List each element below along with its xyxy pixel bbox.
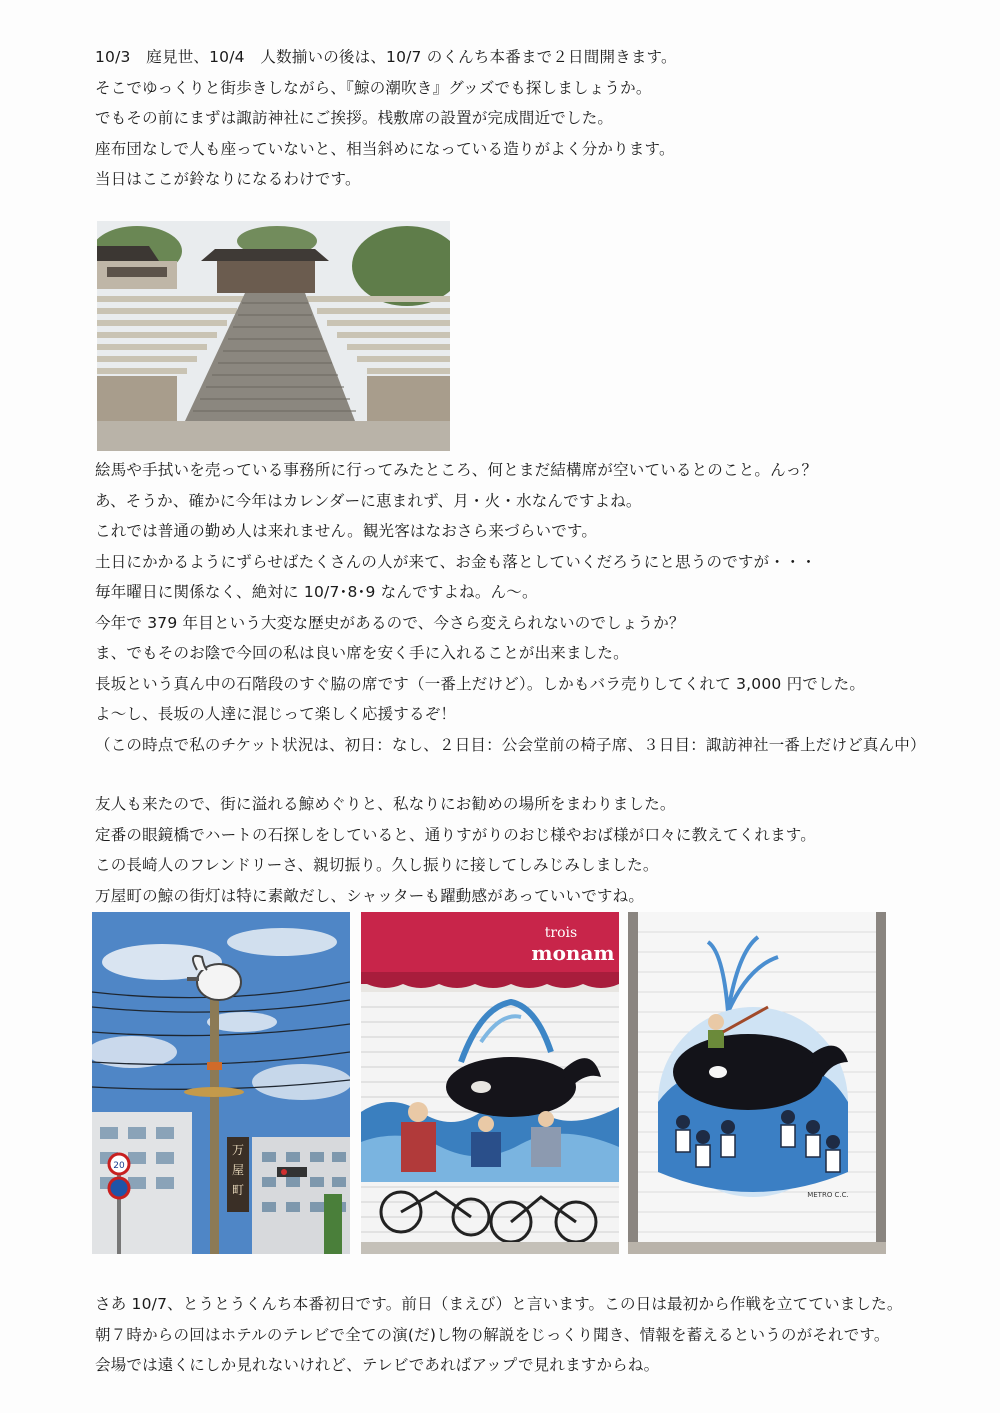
shop-sign-large: monam bbox=[531, 941, 615, 965]
shop-shutter-photo bbox=[361, 912, 619, 1254]
speed-limit-sign: 20 bbox=[113, 1161, 125, 1171]
text-line: これでは普通の勤め人は来れません。観光客はなおさら来づらいです。 bbox=[95, 522, 598, 540]
ticket-paragraph bbox=[95, 455, 926, 760]
text-line: 朝７時からの回はホテルのテレビで全ての演(だ)し物の解説をじっくり聞き、情報を蓄えるというのがそれです。 bbox=[95, 1325, 890, 1344]
text-line: 10/3 庭見世、10/4 人数揃いの後は、10/7 のくんち本番まで２日間開きます。 bbox=[95, 48, 677, 66]
text-line: （この時点で私のチケット状況は、初日：なし、２日目：公会堂前の椅子席、３日目：諏訪神社一番上だけど真ん中） bbox=[95, 735, 926, 754]
text-line: さあ 10/7、とうとうくんち本番初日です。前日（まえび）と言います。この日は最初から作戦を立てていました。 bbox=[95, 1295, 903, 1313]
text-line: ま、でもそのお陰で今回の私は良い席を安く手に入れることが出来ました。 bbox=[95, 644, 629, 662]
mural-credit-text: METRO C.C. bbox=[807, 1191, 849, 1199]
text-line: 定番の眼鏡橋でハートの石探しをしていると、通りすがりのおじ様やおば様が口々に教えてくれます。 bbox=[95, 825, 816, 844]
text-line: そこでゆっくりと街歩きしながら、『鯨の潮吹き』グッズでも探しましょうか。 bbox=[95, 78, 652, 97]
whale-streetlamp-photo bbox=[92, 912, 350, 1254]
text-line: 土日にかかるようにずらせばたくさんの人が来て、お金も落としていくだろうにと思うのですが・・・ bbox=[95, 552, 817, 571]
text-line: 座布団なしで人も座っていないと、相当斜めになっている造りがよく分かります。 bbox=[95, 139, 675, 158]
street-sign-char: 屋 bbox=[231, 1163, 245, 1177]
festival-day-paragraph bbox=[95, 1289, 903, 1381]
street-sign-char: 万 bbox=[231, 1143, 245, 1157]
shop-sign-small: trois bbox=[544, 925, 578, 941]
text-line: 万屋町の鯨の街灯は特に素敵だし、シャッターも躍動感があっていいですね。 bbox=[95, 886, 645, 905]
text-line: あ、そうか、確かに今年はカレンダーに恵まれず、月・火・水なんですよね。 bbox=[95, 491, 642, 510]
shrine-stairs-photo bbox=[97, 221, 450, 451]
text-line: よ～し、長坂の人達に混じって楽しく応援するぞ！ bbox=[95, 705, 457, 723]
text-line: この長崎人のフレンドリーさ、親切振り。久し振りに接してしみじみしました。 bbox=[95, 856, 659, 874]
text-line: 当日はここが鈴なりになるわけです。 bbox=[95, 170, 361, 188]
street-sign-char: 町 bbox=[231, 1183, 245, 1197]
text-line: 絵馬や手拭いを売っている事務所に行ってみたところ、何とまだ結構席が空いているとのこと。んっ？ bbox=[95, 461, 818, 479]
text-line: 毎年曜日に関係なく、絶対に 10/7･8･9 なんですよね。ん～。 bbox=[95, 583, 538, 601]
whale-mural-shutter-photo bbox=[628, 912, 886, 1254]
text-line: 長坂という真ん中の石階段のすぐ脇の席です（一番上だけど）。しかもバラ売りしてくれて 3,000 円でした。 bbox=[95, 674, 866, 693]
intro-paragraph bbox=[95, 42, 677, 195]
text-line: 会場では遠くにしか見れないけれど、テレビであればアップで見れますからね。 bbox=[95, 1356, 660, 1374]
text-line: 今年で 379 年目という大変な歴史があるので、今さら変えられないのでしょうか？ bbox=[95, 613, 685, 632]
walk-paragraph bbox=[95, 789, 816, 911]
text-line: でもその前にまずは諏訪神社にご挨拶。桟敷席の設置が完成間近でした。 bbox=[95, 109, 614, 127]
text-line: 友人も来たので、街に溢れる鯨めぐりと、私なりにお勧めの場所をまわりました。 bbox=[95, 795, 676, 813]
